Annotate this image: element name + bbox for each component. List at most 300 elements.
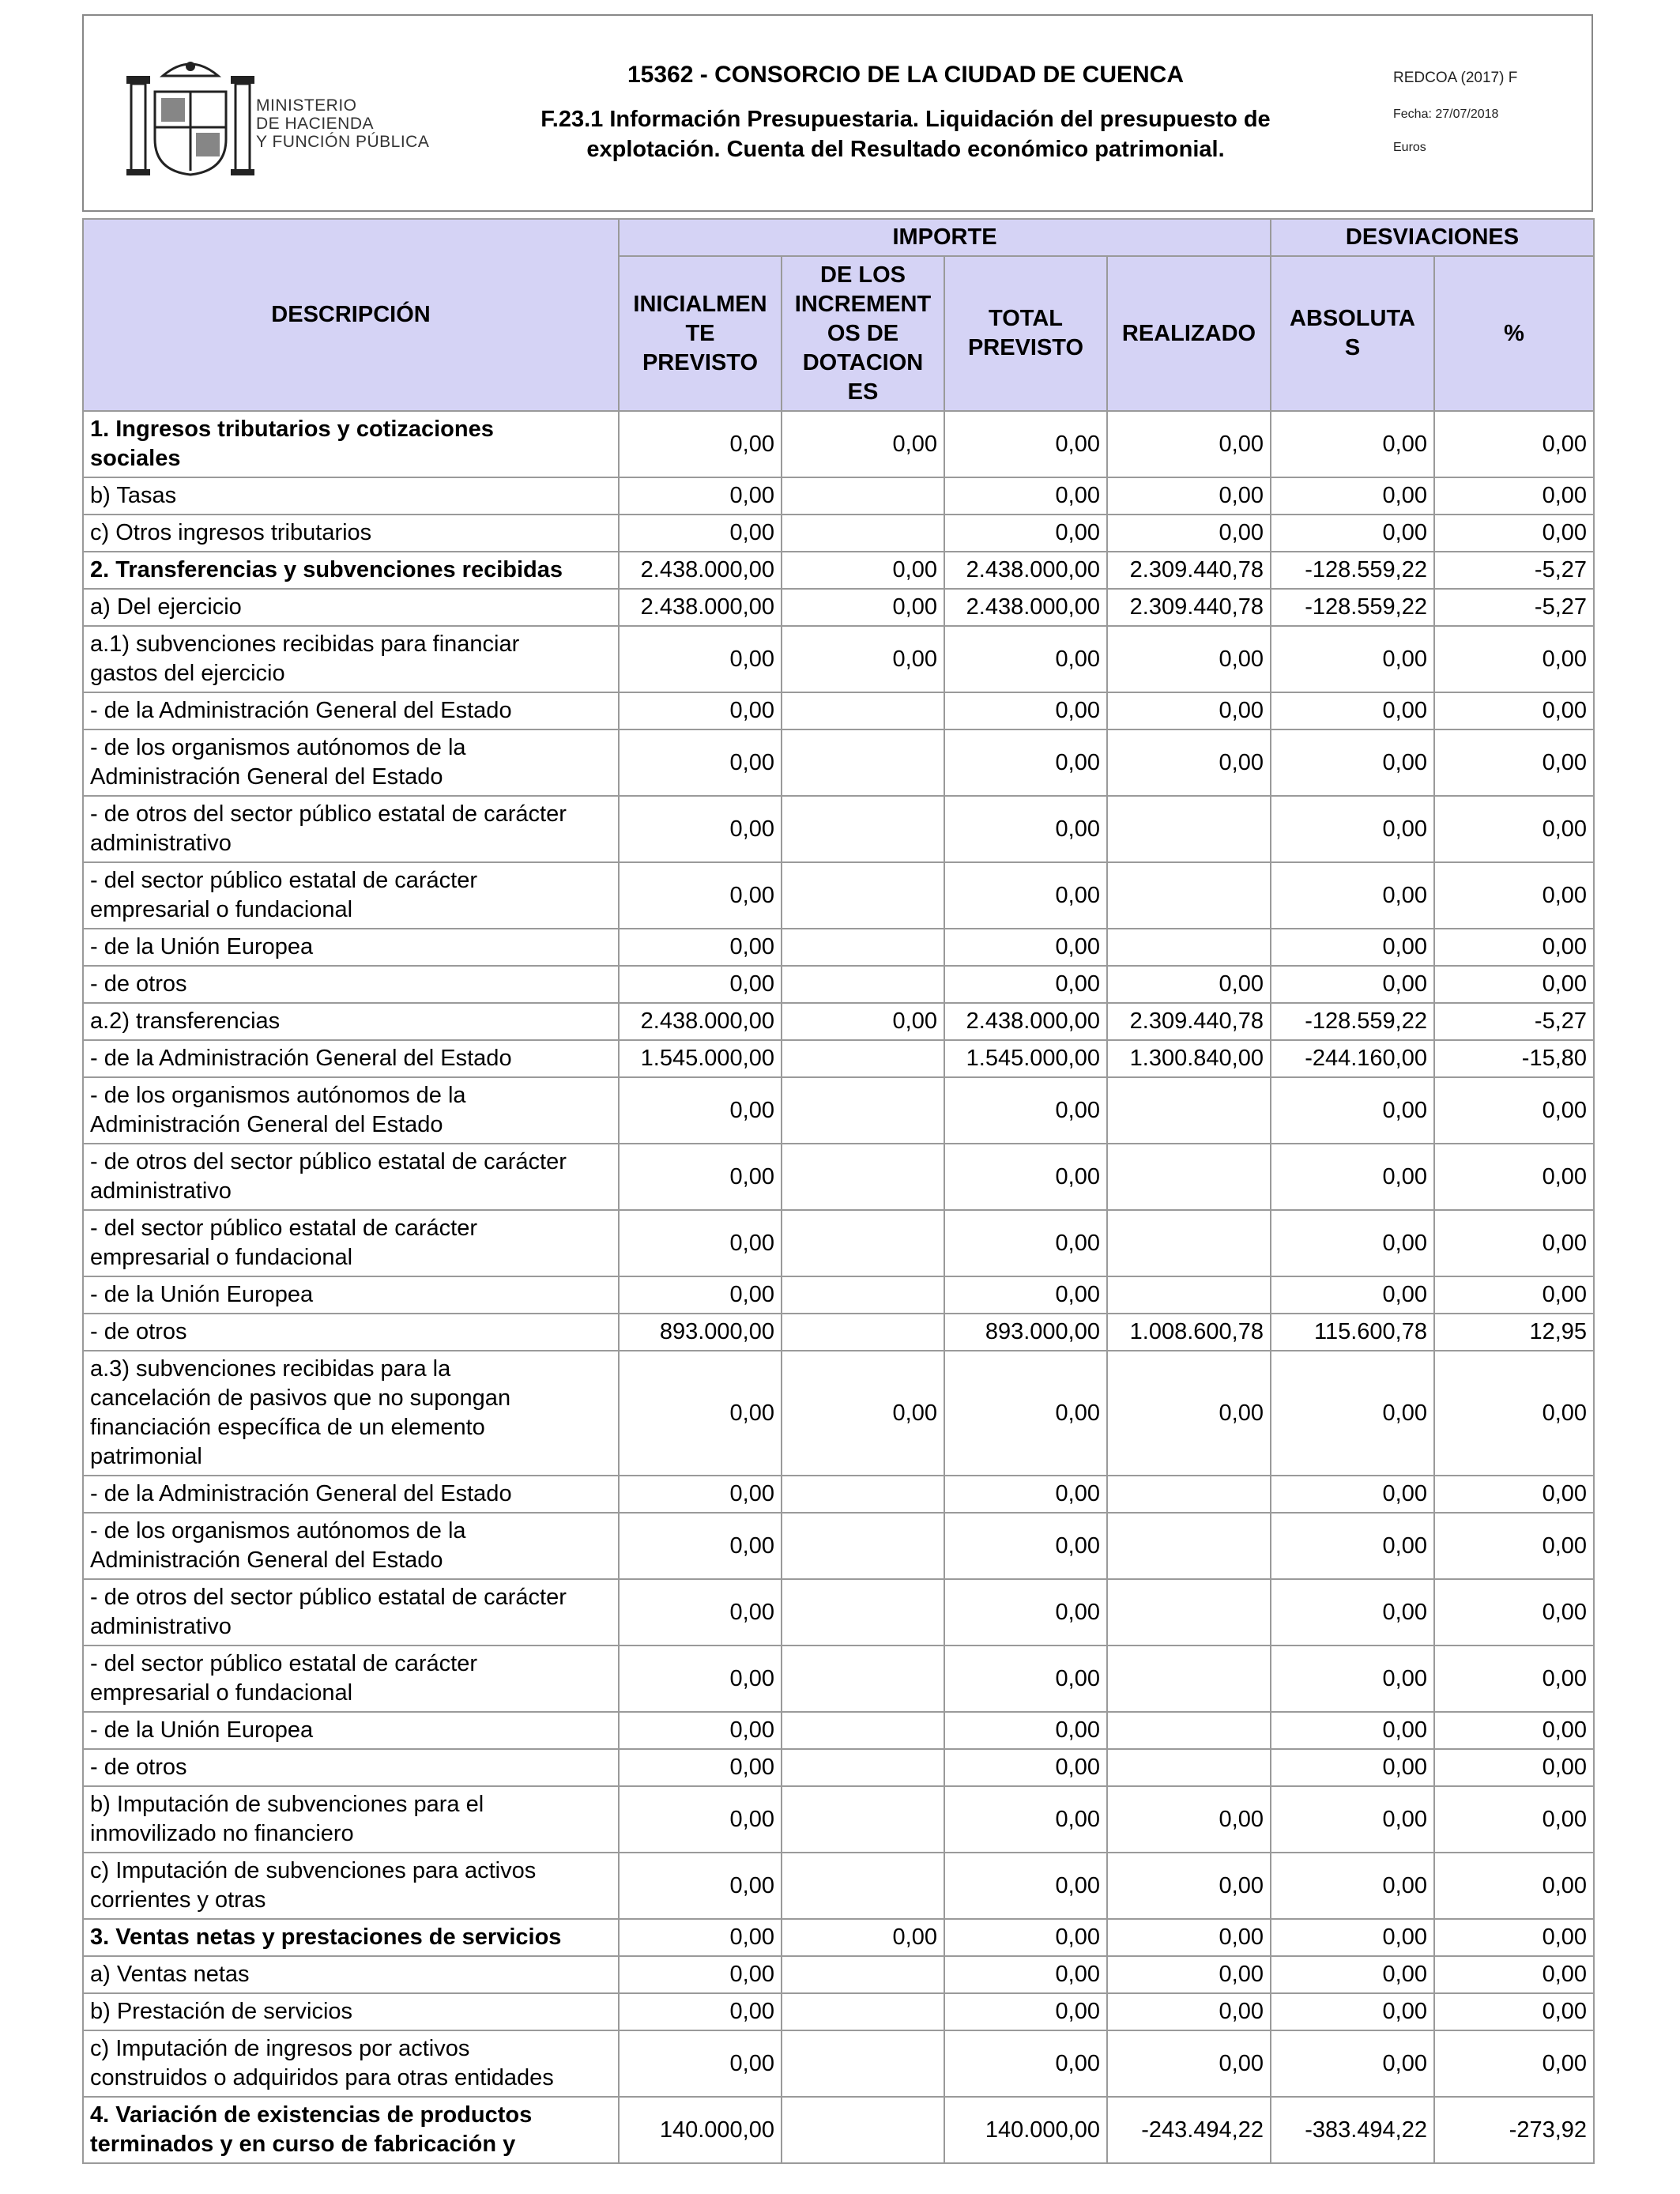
cell-desviacion-porcentaje: 0,00 xyxy=(1434,796,1594,862)
row-description-line: empresarial o fundacional xyxy=(90,897,353,922)
cell-inicialmente-previsto: 0,00 xyxy=(619,1351,782,1476)
cell-realizado: 0,00 xyxy=(1107,729,1271,796)
cell-total-previsto: 0,00 xyxy=(944,1712,1107,1749)
row-description-line: - de la Unión Europea xyxy=(90,1717,314,1743)
row-description-line: sociales xyxy=(90,446,181,471)
cell-total-previsto: 0,00 xyxy=(944,1956,1107,1993)
cell-desviacion-absoluta: -383.494,22 xyxy=(1271,2097,1434,2163)
cell-realizado xyxy=(1107,1276,1271,1314)
cell-total-previsto: 0,00 xyxy=(944,2030,1107,2097)
cell-total-previsto: 0,00 xyxy=(944,411,1107,477)
column-group-importe: IMPORTE xyxy=(619,219,1271,256)
cell-desviacion-absoluta: 0,00 xyxy=(1271,1351,1434,1476)
row-description-line: - de otros del sector público estatal de carácter xyxy=(90,1149,567,1174)
cell-incrementos: 0,00 xyxy=(782,411,944,477)
table-row xyxy=(83,477,1594,515)
table-row xyxy=(83,1003,1594,1040)
cell-inicialmente-previsto: 0,00 xyxy=(619,515,782,552)
table-row xyxy=(83,552,1594,589)
cell-realizado: 0,00 xyxy=(1107,1993,1271,2030)
cell-desviacion-absoluta: -128.559,22 xyxy=(1271,589,1434,626)
row-description xyxy=(83,692,619,729)
cell-desviacion-absoluta: 0,00 xyxy=(1271,1144,1434,1210)
cell-inicialmente-previsto: 0,00 xyxy=(619,1646,782,1712)
table-row xyxy=(83,862,1594,929)
row-description xyxy=(83,2097,619,2163)
cell-incrementos xyxy=(782,692,944,729)
cell-inicialmente-previsto: 0,00 xyxy=(619,1712,782,1749)
table-row xyxy=(83,1276,1594,1314)
row-description xyxy=(83,1003,619,1040)
cell-desviacion-absoluta: 0,00 xyxy=(1271,1919,1434,1956)
cell-incrementos xyxy=(782,1476,944,1513)
row-description xyxy=(83,1993,619,2030)
cell-incrementos: 0,00 xyxy=(782,552,944,589)
table-row xyxy=(83,589,1594,626)
row-description xyxy=(83,589,619,626)
cell-desviacion-porcentaje: 0,00 xyxy=(1434,692,1594,729)
row-description xyxy=(83,929,619,966)
cell-incrementos xyxy=(782,515,944,552)
row-description xyxy=(83,862,619,929)
table-row xyxy=(83,2097,1594,2163)
cell-inicialmente-previsto: 0,00 xyxy=(619,1210,782,1276)
row-description xyxy=(83,411,619,477)
cell-inicialmente-previsto: 1.545.000,00 xyxy=(619,1040,782,1077)
cell-desviacion-porcentaje: 0,00 xyxy=(1434,2030,1594,2097)
row-description-line: empresarial o fundacional xyxy=(90,1680,353,1706)
cell-desviacion-porcentaje: 0,00 xyxy=(1434,1646,1594,1712)
cell-desviacion-porcentaje: -15,80 xyxy=(1434,1040,1594,1077)
cell-desviacion-absoluta: 0,00 xyxy=(1271,1210,1434,1276)
cell-total-previsto: 0,00 xyxy=(944,1646,1107,1712)
row-description-line: 2. Transferencias y subvenciones recibidas xyxy=(90,557,563,582)
cell-realizado xyxy=(1107,1077,1271,1144)
cell-desviacion-absoluta: 0,00 xyxy=(1271,626,1434,692)
table-row xyxy=(83,1786,1594,1853)
row-description-line: patrimonial xyxy=(90,1444,202,1469)
cell-total-previsto: 0,00 xyxy=(944,1579,1107,1646)
cell-desviacion-absoluta: 0,00 xyxy=(1271,862,1434,929)
cell-realizado: 0,00 xyxy=(1107,1786,1271,1853)
cell-realizado: 2.309.440,78 xyxy=(1107,1003,1271,1040)
row-description xyxy=(83,796,619,862)
cell-total-previsto: 0,00 xyxy=(944,1919,1107,1956)
cell-realizado xyxy=(1107,862,1271,929)
cell-total-previsto: 0,00 xyxy=(944,1144,1107,1210)
cell-incrementos xyxy=(782,1749,944,1786)
row-description xyxy=(83,477,619,515)
cell-total-previsto: 0,00 xyxy=(944,1476,1107,1513)
cell-desviacion-absoluta: 0,00 xyxy=(1271,1579,1434,1646)
row-description xyxy=(83,1351,619,1476)
cell-inicialmente-previsto: 0,00 xyxy=(619,411,782,477)
row-description xyxy=(83,1579,619,1646)
budget-table-body xyxy=(83,411,1594,2163)
cell-desviacion-absoluta: 0,00 xyxy=(1271,1513,1434,1579)
row-description-line: empresarial o fundacional xyxy=(90,1245,353,1270)
table-row xyxy=(83,2030,1594,2097)
cell-total-previsto: 0,00 xyxy=(944,477,1107,515)
column-header-total-previsto: TOTAL PREVISTO xyxy=(944,256,1107,411)
cell-total-previsto: 0,00 xyxy=(944,692,1107,729)
table-row xyxy=(83,1314,1594,1351)
cell-inicialmente-previsto: 0,00 xyxy=(619,626,782,692)
cell-desviacion-porcentaje: 0,00 xyxy=(1434,477,1594,515)
row-description-line: administrativo xyxy=(90,1614,232,1639)
cell-total-previsto: 1.545.000,00 xyxy=(944,1040,1107,1077)
cell-realizado: 0,00 xyxy=(1107,1956,1271,1993)
cell-realizado xyxy=(1107,1144,1271,1210)
table-row xyxy=(83,1853,1594,1919)
cell-incrementos xyxy=(782,1786,944,1853)
cell-desviacion-porcentaje: 0,00 xyxy=(1434,729,1594,796)
cell-desviacion-absoluta: 0,00 xyxy=(1271,1956,1434,1993)
row-description-line: administrativo xyxy=(90,831,232,856)
cell-incrementos xyxy=(782,1077,944,1144)
cell-realizado: 0,00 xyxy=(1107,515,1271,552)
table-row xyxy=(83,1210,1594,1276)
cell-incrementos xyxy=(782,1853,944,1919)
cell-incrementos xyxy=(782,1276,944,1314)
row-description-line: - del sector público estatal de carácter xyxy=(90,1216,478,1241)
cell-inicialmente-previsto: 0,00 xyxy=(619,796,782,862)
column-header-descripcion: DESCRIPCIÓN xyxy=(83,219,619,411)
cell-total-previsto: 0,00 xyxy=(944,1993,1107,2030)
cell-desviacion-porcentaje: -5,27 xyxy=(1434,589,1594,626)
column-header-realizado: REALIZADO xyxy=(1107,256,1271,411)
row-description-line: 3. Ventas netas y prestaciones de servicios xyxy=(90,1924,562,1950)
row-description xyxy=(83,1476,619,1513)
cell-realizado: 0,00 xyxy=(1107,692,1271,729)
cell-realizado xyxy=(1107,1210,1271,1276)
row-description xyxy=(83,626,619,692)
cell-total-previsto: 0,00 xyxy=(944,796,1107,862)
cell-total-previsto: 0,00 xyxy=(944,729,1107,796)
cell-incrementos: 0,00 xyxy=(782,626,944,692)
cell-realizado xyxy=(1107,1712,1271,1749)
table-row xyxy=(83,1077,1594,1144)
cell-realizado: 2.309.440,78 xyxy=(1107,552,1271,589)
row-description-line: c) Imputación de subvenciones para activos xyxy=(90,1858,537,1883)
cell-incrementos: 0,00 xyxy=(782,1919,944,1956)
cell-realizado: 0,00 xyxy=(1107,626,1271,692)
cell-incrementos xyxy=(782,966,944,1003)
row-description-line: gastos del ejercicio xyxy=(90,661,285,686)
cell-inicialmente-previsto: 0,00 xyxy=(619,1749,782,1786)
column-header-incrementos: DE LOS INCREMENT OS DE DOTACION ES xyxy=(782,256,944,411)
cell-inicialmente-previsto: 2.438.000,00 xyxy=(619,552,782,589)
row-description xyxy=(83,1853,619,1919)
cell-desviacion-porcentaje: 0,00 xyxy=(1434,1476,1594,1513)
row-description-line: - de la Unión Europea xyxy=(90,934,314,959)
cell-inicialmente-previsto: 0,00 xyxy=(619,1476,782,1513)
cell-incrementos xyxy=(782,2097,944,2163)
row-description xyxy=(83,1144,619,1210)
table-row xyxy=(83,411,1594,477)
cell-incrementos xyxy=(782,2030,944,2097)
report-date: Fecha: 27/07/2018 xyxy=(1393,107,1499,121)
row-description-line: a.1) subvenciones recibidas para financiar xyxy=(90,631,520,657)
cell-incrementos xyxy=(782,1314,944,1351)
cell-incrementos xyxy=(782,1040,944,1077)
row-description xyxy=(83,1786,619,1853)
column-header-porcentaje: % xyxy=(1434,256,1594,411)
cell-desviacion-porcentaje: 0,00 xyxy=(1434,411,1594,477)
row-description-line: construidos o adquiridos para otras entidades xyxy=(90,2065,554,2090)
cell-desviacion-porcentaje: 0,00 xyxy=(1434,1749,1594,1786)
cell-desviacion-absoluta: 0,00 xyxy=(1271,515,1434,552)
row-description-line: - de la Unión Europea xyxy=(90,1282,314,1307)
row-description-line: - de la Administración General del Estado xyxy=(90,1046,512,1071)
cell-realizado xyxy=(1107,929,1271,966)
row-description xyxy=(83,1314,619,1351)
row-description xyxy=(83,1077,619,1144)
cell-desviacion-porcentaje: 0,00 xyxy=(1434,1077,1594,1144)
row-description-line: - de la Administración General del Estado xyxy=(90,698,512,723)
column-header-inicialmente-previsto: INICIALMEN TE PREVISTO xyxy=(619,256,782,411)
cell-incrementos xyxy=(782,1712,944,1749)
cell-inicialmente-previsto: 0,00 xyxy=(619,477,782,515)
cell-desviacion-porcentaje: -5,27 xyxy=(1434,1003,1594,1040)
cell-incrementos: 0,00 xyxy=(782,1351,944,1476)
cell-inicialmente-previsto: 0,00 xyxy=(619,966,782,1003)
cell-realizado: 0,00 xyxy=(1107,1919,1271,1956)
report-code: REDCOA (2017) F xyxy=(1393,70,1518,86)
row-description xyxy=(83,2030,619,2097)
cell-desviacion-absoluta: 0,00 xyxy=(1271,1476,1434,1513)
ministry-name xyxy=(256,96,429,151)
cell-realizado: 0,00 xyxy=(1107,966,1271,1003)
ministry-line-3: Y FUNCIÓN PÚBLICA xyxy=(256,133,430,151)
cell-desviacion-absoluta: 0,00 xyxy=(1271,2030,1434,2097)
row-description-line: - del sector público estatal de carácter xyxy=(90,868,478,893)
cell-incrementos xyxy=(782,1210,944,1276)
cell-desviacion-absoluta: -128.559,22 xyxy=(1271,1003,1434,1040)
table-row xyxy=(83,1646,1594,1712)
cell-inicialmente-previsto: 0,00 xyxy=(619,1853,782,1919)
table-row xyxy=(83,929,1594,966)
cell-total-previsto: 0,00 xyxy=(944,966,1107,1003)
cell-realizado xyxy=(1107,1513,1271,1579)
cell-desviacion-absoluta: 0,00 xyxy=(1271,477,1434,515)
cell-desviacion-absoluta: 0,00 xyxy=(1271,1646,1434,1712)
document-subtitle xyxy=(510,104,1301,164)
cell-inicialmente-previsto: 0,00 xyxy=(619,1276,782,1314)
cell-desviacion-porcentaje: 0,00 xyxy=(1434,1786,1594,1853)
cell-desviacion-absoluta: 0,00 xyxy=(1271,1786,1434,1853)
row-description xyxy=(83,515,619,552)
cell-inicialmente-previsto: 0,00 xyxy=(619,929,782,966)
table-row xyxy=(83,1579,1594,1646)
document-subtitle-line-2: explotación. Cuenta del Resultado económico patrimonial. xyxy=(586,137,1225,162)
cell-total-previsto: 0,00 xyxy=(944,929,1107,966)
cell-total-previsto: 2.438.000,00 xyxy=(944,589,1107,626)
cell-desviacion-porcentaje: 0,00 xyxy=(1434,966,1594,1003)
document-title: 15362 - CONSORCIO DE LA CIUDAD DE CUENCA xyxy=(627,62,1184,88)
cell-desviacion-absoluta: -128.559,22 xyxy=(1271,552,1434,589)
cell-realizado xyxy=(1107,796,1271,862)
cell-desviacion-porcentaje: 0,00 xyxy=(1434,1210,1594,1276)
table-row xyxy=(83,626,1594,692)
cell-desviacion-porcentaje: 0,00 xyxy=(1434,515,1594,552)
row-description-line: b) Tasas xyxy=(90,483,177,508)
cell-desviacion-absoluta: 0,00 xyxy=(1271,1276,1434,1314)
cell-desviacion-porcentaje: 0,00 xyxy=(1434,862,1594,929)
table-row xyxy=(83,1513,1594,1579)
cell-total-previsto: 140.000,00 xyxy=(944,2097,1107,2163)
cell-incrementos xyxy=(782,1579,944,1646)
cell-realizado xyxy=(1107,1749,1271,1786)
cell-realizado xyxy=(1107,1476,1271,1513)
row-description-line: financiación específica de un elemento xyxy=(90,1415,485,1440)
cell-incrementos xyxy=(782,1993,944,2030)
cell-total-previsto: 0,00 xyxy=(944,515,1107,552)
row-description-line: 1. Ingresos tributarios y cotizaciones xyxy=(90,417,494,442)
cell-incrementos: 0,00 xyxy=(782,589,944,626)
row-description xyxy=(83,966,619,1003)
ministry-line-2: DE HACIENDA xyxy=(256,115,375,133)
table-row xyxy=(83,1040,1594,1077)
cell-desviacion-absoluta: 115.600,78 xyxy=(1271,1314,1434,1351)
cell-desviacion-porcentaje: 0,00 xyxy=(1434,1956,1594,1993)
row-description-line: a.2) transferencias xyxy=(90,1008,281,1034)
row-description-line: b) Prestación de servicios xyxy=(90,1999,353,2024)
cell-inicialmente-previsto: 893.000,00 xyxy=(619,1314,782,1351)
row-description-line: a.3) subvenciones recibidas para la xyxy=(90,1356,451,1382)
row-description-line: administrativo xyxy=(90,1178,232,1204)
row-description-line: inmovilizado no financiero xyxy=(90,1821,354,1846)
cell-inicialmente-previsto: 140.000,00 xyxy=(619,2097,782,2163)
row-description-line: Administración General del Estado xyxy=(90,764,443,790)
row-description-line: - de los organismos autónomos de la xyxy=(90,1083,466,1108)
cell-desviacion-porcentaje: 0,00 xyxy=(1434,1276,1594,1314)
cell-realizado: 2.309.440,78 xyxy=(1107,589,1271,626)
cell-inicialmente-previsto: 0,00 xyxy=(619,1579,782,1646)
cell-desviacion-porcentaje: 0,00 xyxy=(1434,1712,1594,1749)
cell-desviacion-absoluta: 0,00 xyxy=(1271,411,1434,477)
row-description xyxy=(83,1646,619,1712)
row-description-line: - de los organismos autónomos de la xyxy=(90,1518,466,1544)
row-description-line: 4. Variación de existencias de productos xyxy=(90,2102,533,2128)
row-description xyxy=(83,1749,619,1786)
table-row xyxy=(83,729,1594,796)
cell-inicialmente-previsto: 0,00 xyxy=(619,862,782,929)
cell-inicialmente-previsto: 2.438.000,00 xyxy=(619,1003,782,1040)
row-description-line: - de otros del sector público estatal de carácter xyxy=(90,1585,567,1610)
row-description xyxy=(83,1513,619,1579)
cell-desviacion-absoluta: -244.160,00 xyxy=(1271,1040,1434,1077)
row-description-line: terminados y en curso de fabricación y xyxy=(90,2132,516,2157)
row-description-line: Administración General del Estado xyxy=(90,1112,443,1137)
cell-inicialmente-previsto: 0,00 xyxy=(619,1993,782,2030)
row-description-line: - del sector público estatal de carácter xyxy=(90,1651,478,1676)
cell-incrementos xyxy=(782,1956,944,1993)
cell-desviacion-absoluta: 0,00 xyxy=(1271,796,1434,862)
budget-table xyxy=(82,218,1595,2164)
cell-realizado: 0,00 xyxy=(1107,1351,1271,1476)
table-row xyxy=(83,1749,1594,1786)
row-description-line: a) Del ejercicio xyxy=(90,594,242,620)
row-description-line: c) Otros ingresos tributarios xyxy=(90,520,372,545)
cell-desviacion-absoluta: 0,00 xyxy=(1271,1853,1434,1919)
cell-total-previsto: 0,00 xyxy=(944,1853,1107,1919)
cell-desviacion-porcentaje: 0,00 xyxy=(1434,1144,1594,1210)
cell-total-previsto: 0,00 xyxy=(944,1351,1107,1476)
cell-inicialmente-previsto: 0,00 xyxy=(619,2030,782,2097)
cell-desviacion-absoluta: 0,00 xyxy=(1271,1993,1434,2030)
table-row xyxy=(83,1993,1594,2030)
cell-total-previsto: 0,00 xyxy=(944,1276,1107,1314)
table-row xyxy=(83,1956,1594,1993)
row-description-line: a) Ventas netas xyxy=(90,1962,250,1987)
table-row xyxy=(83,692,1594,729)
column-group-desviaciones: DESVIACIONES xyxy=(1271,219,1594,256)
cell-incrementos: 0,00 xyxy=(782,1003,944,1040)
document-subtitle-line-1: F.23.1 Información Presupuestaria. Liquidación del presupuesto de xyxy=(541,107,1271,132)
cell-incrementos xyxy=(782,729,944,796)
cell-total-previsto: 0,00 xyxy=(944,1786,1107,1853)
cell-realizado: 1.008.600,78 xyxy=(1107,1314,1271,1351)
table-row xyxy=(83,1476,1594,1513)
cell-desviacion-absoluta: 0,00 xyxy=(1271,729,1434,796)
row-description-line: b) Imputación de subvenciones para el xyxy=(90,1792,484,1817)
cell-incrementos xyxy=(782,477,944,515)
cell-incrementos xyxy=(782,862,944,929)
cell-desviacion-absoluta: 0,00 xyxy=(1271,929,1434,966)
cell-inicialmente-previsto: 0,00 xyxy=(619,692,782,729)
cell-realizado: 0,00 xyxy=(1107,477,1271,515)
cell-total-previsto: 2.438.000,00 xyxy=(944,1003,1107,1040)
table-row xyxy=(83,1351,1594,1476)
cell-desviacion-porcentaje: 0,00 xyxy=(1434,626,1594,692)
row-description-line: cancelación de pasivos que no supongan xyxy=(90,1385,511,1411)
cell-realizado: 0,00 xyxy=(1107,2030,1271,2097)
cell-desviacion-porcentaje: 0,00 xyxy=(1434,1993,1594,2030)
cell-desviacion-porcentaje: 0,00 xyxy=(1434,1513,1594,1579)
row-description xyxy=(83,1210,619,1276)
cell-inicialmente-previsto: 0,00 xyxy=(619,1077,782,1144)
cell-desviacion-absoluta: 0,00 xyxy=(1271,1749,1434,1786)
table-row xyxy=(83,1712,1594,1749)
cell-incrementos xyxy=(782,1513,944,1579)
cell-realizado: 1.300.840,00 xyxy=(1107,1040,1271,1077)
row-description xyxy=(83,1956,619,1993)
cell-desviacion-porcentaje: -273,92 xyxy=(1434,2097,1594,2163)
row-description xyxy=(83,1712,619,1749)
cell-total-previsto: 0,00 xyxy=(944,1513,1107,1579)
cell-desviacion-absoluta: 0,00 xyxy=(1271,966,1434,1003)
cell-desviacion-porcentaje: -5,27 xyxy=(1434,552,1594,589)
cell-inicialmente-previsto: 2.438.000,00 xyxy=(619,589,782,626)
row-description-line: - de la Administración General del Estado xyxy=(90,1481,512,1506)
row-description-line: - de otros xyxy=(90,1755,187,1780)
report-header xyxy=(82,14,1593,212)
cell-incrementos xyxy=(782,1144,944,1210)
cell-inicialmente-previsto: 0,00 xyxy=(619,1919,782,1956)
cell-realizado: -243.494,22 xyxy=(1107,2097,1271,2163)
cell-realizado: 0,00 xyxy=(1107,411,1271,477)
ministry-line-1: MINISTERIO xyxy=(256,96,357,115)
report-currency: Euros xyxy=(1393,141,1426,154)
cell-inicialmente-previsto: 0,00 xyxy=(619,1956,782,1993)
table-row xyxy=(83,966,1594,1003)
cell-desviacion-absoluta: 0,00 xyxy=(1271,1077,1434,1144)
row-description-line: Administración General del Estado xyxy=(90,1547,443,1573)
cell-desviacion-porcentaje: 0,00 xyxy=(1434,1351,1594,1476)
column-header-absolutas: ABSOLUTA S xyxy=(1271,256,1434,411)
row-description xyxy=(83,729,619,796)
